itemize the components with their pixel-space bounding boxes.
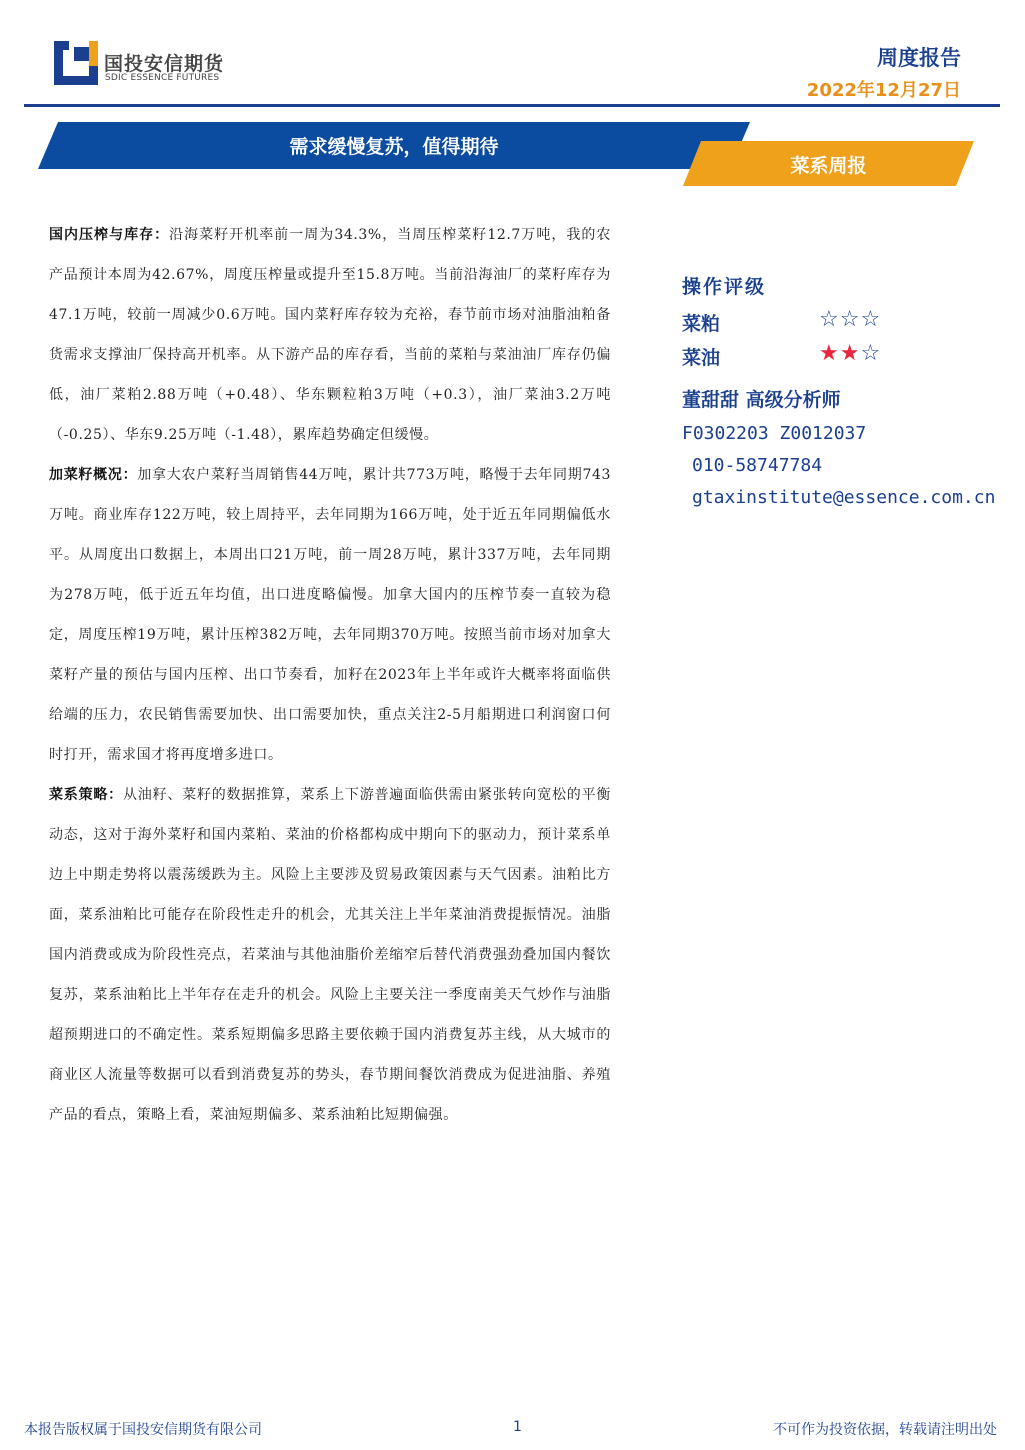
footer-disclaimer: 不可作为投资依据，转载请注明出处: [773, 1422, 997, 1438]
star-empty-icon: ☆: [860, 341, 882, 366]
paragraph-text: 加拿大农户菜籽当周销售44万吨，累计共773万吨，略慢于去年同期743万吨。商业库存122万吨，较上周持平，去年同期为166万吨，处于近五年同期偏低水平。从周度出口数据上，本周出口21万吨，前一周28万吨，累计337万吨，去年同期为278万吨，低于近五年均值，出口进度略偏慢。加拿大国内的压榨节奏一直较为稳定，周度压榨19万吨，累计压榨382万吨，去年同期370万吨。按照当前市场对加拿大菜籽产量的预估与国内压榨、出口节奏看，加籽在2023年上半年或许大概率将面临供给端的压力，农民销售需要加快、出口需要加快，重点关注2-5月船期进口利润窗口何时打开，需求国才将再度增多进口。: [49, 467, 611, 763]
brand-name-cn: 国投安信期货: [104, 53, 225, 75]
paragraph-text: 沿海菜籽开机率前一周为34.3%，当周压榨菜籽12.7万吨，我的农产品预计本周为42.67%，周度压榨量或提升至15.8万吨。当前沿海油厂的菜籽库存为47.1万吨，较前一周减少0.6万吨。国内菜籽库存较为充裕，春节前市场对油脂油粕备货需求支撑油厂保持高开机率。从下游产品的库存看，当前的菜粕与菜油油厂库存仍偏低，油厂菜粕2.88万吨（+0.48）、华东颗粒粕3万吨（+0.3），油厂菜油3.2万吨（-0.25）、华东9.25万吨（-1.48），累库趋势确定但缓慢。: [49, 227, 611, 443]
brand-name-en: SDIC ESSENCE FUTURES: [105, 73, 220, 83]
rating-row-rapeseed-meal: [682, 305, 1012, 339]
rating-name: 菜粕: [682, 313, 721, 335]
analyst-name: 董甜甜 高级分析师: [682, 389, 841, 411]
header-divider: [24, 104, 1000, 107]
rating-heading: 操作评级: [682, 276, 767, 298]
company-logo: [54, 41, 98, 85]
page-number: 1: [513, 1419, 522, 1435]
license-number: F0302203 Z0012037: [682, 423, 867, 444]
email-address[interactable]: gtaxinstitute@essence.com.cn: [692, 487, 996, 508]
report-type: 周度报告: [877, 46, 961, 70]
phone-number: 010-58747784: [692, 455, 823, 476]
paragraph-text: 从油籽、菜籽的数据推算，菜系上下游普遍面临供需由紧张转向宽松的平衡动态，这对于海外菜籽和国内菜粕、菜油的价格都构成中期向下的驱动力，预计菜系单边上中期走势将以震荡缓跌为主。风险上主要涉及贸易政策因素与天气因素。油粕比方面，菜系油粕比可能存在阶段性走升的机会，尤其关注上半年菜油消费提振情况。油脂国内消费或成为阶段性亮点，若菜油与其他油脂价差缩窄后替代消费强劲叠加国内餐饮复苏，菜系油粕比上半年存在走升的机会。风险上主要关注一季度南美天气炒作与油脂超预期进口的不确定性。菜系短期偏多思路主要依赖于国内消费复苏主线，从大城市的商业区人流量等数据可以看到消费复苏的势头，春节期间餐饮消费成为促进油脂、养殖产品的看点，策略上看，菜油短期偏多、菜系油粕比短期偏强。: [49, 787, 611, 1123]
report-title: 需求缓慢复苏，值得期待: [289, 136, 499, 158]
report-body: [49, 215, 611, 1135]
paragraph-crush-inventory: [49, 215, 611, 455]
sidebar: [682, 272, 1012, 508]
star-full-icon: ★★: [819, 341, 861, 366]
paragraph-lead: 国内压榨与库存：: [49, 227, 170, 243]
paragraph-lead: 菜系策略：: [49, 787, 123, 803]
rating-stars: [819, 307, 881, 332]
rating-row-rapeseed-oil: [682, 339, 1012, 373]
report-tag: 菜系周报: [790, 155, 867, 177]
star-empty-icon: ☆☆☆: [819, 307, 882, 332]
rating-stars: [819, 341, 881, 366]
footer-copyright: 本报告版权属于国投安信期货有限公司: [24, 1422, 262, 1438]
paragraph-canola-overview: [49, 455, 611, 775]
report-date: 2022年12月27日: [806, 80, 961, 101]
paragraph-strategy: [49, 775, 611, 1135]
paragraph-lead: 加菜籽概况：: [49, 467, 138, 483]
rating-name: 菜油: [682, 347, 721, 369]
